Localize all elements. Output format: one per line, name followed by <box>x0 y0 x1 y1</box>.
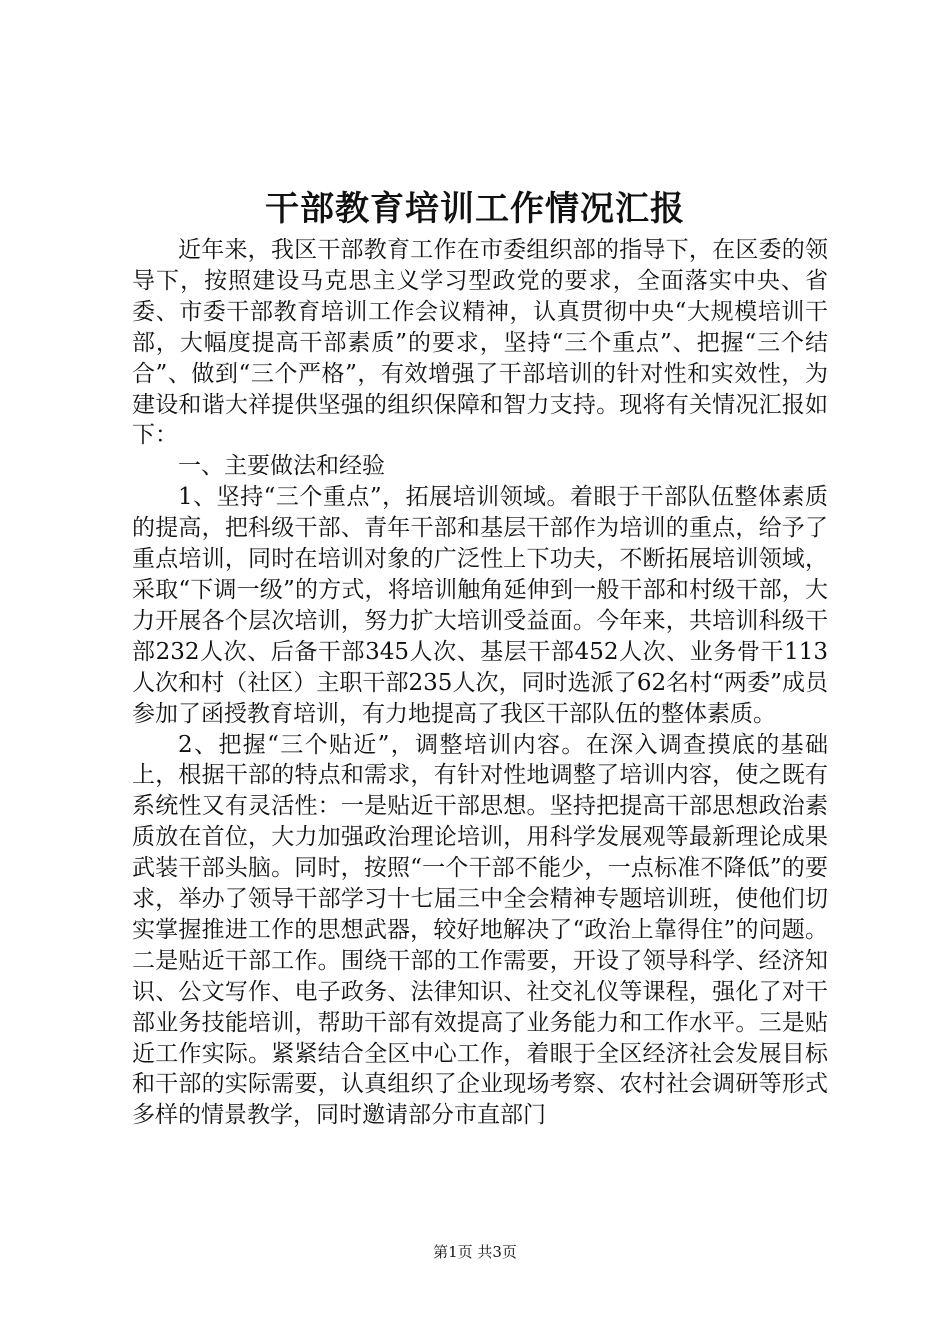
paragraph-point-1: 1、坚持“三个重点”，拓展培训领域。着眼于干部队伍整体素质的提高，把科级干部、青年干部和基层干部作为培训的重点，给予了重点培训，同时在培训对象的广泛性上下功夫，不断拓展培训领域，采取“下调一级”的方式，将培训触角延伸到一般干部和村级干部，大力开展各个层次培训，努力扩大培训受益面。今年来，共培训科级干部232人次、后备干部345人次、基层干部452人次、业务骨干113人次和村（社区）主职干部235人次，同时选派了62名村“两委”成员参加了函授教育培训，有力地提高了我区干部队伍的整体素质。 <box>132 484 828 727</box>
paragraph-point-2: 2、把握“三个贴近”，调整培训内容。在深入调查摸底的基础上，根据干部的特点和需求，有针对性地调整了培训内容，使之既有系统性又有灵活性：一是贴近干部思想。坚持把提高干部思想政治素质放在首位，大力加强政治理论培训，用科学发展观等最新理论成果武装干部头脑。同时，按照“一个干部不能少，一点标准不降低”的要求，举办了领导干部学习十七届三中全会精神专题培训班，使他们切实掌握推进工作的思想武器，较好地解决了“政治上靠得住”的问题。二是贴近干部工作。围绕干部的工作需要，开设了领导科学、经济知识、公文写作、电子政务、法律知识、社交礼仪等课程，强化了对干部业务技能培训，帮助干部有效提高了业务能力和工作水平。三是贴近工作实际。紧紧结合全区中心工作，着眼于全区经济社会发展目标和干部的实际需要，认真组织了企业现场考察、农村社会调研等形式多样的情景教学，同时邀请部分市直部门 <box>132 731 828 1129</box>
section-heading-main-practices: 一、主要做法和经验 <box>178 453 385 480</box>
document-title: 干部教育培训工作情况汇报 <box>265 189 685 229</box>
page-footer: 第1页 共3页 <box>433 1243 517 1261</box>
document-body <box>132 235 828 1131</box>
paragraph-intro: 近年来，我区干部教育工作在市委组织部的指导下，在区委的领导下，按照建设马克思主义学习型政党的要求，全面落实中央、省委、市委干部教育培训工作会议精神，认真贯彻中央“大规模培训干部，大幅度提高干部素质”的要求，坚持“三个重点”、把握“三个结合”、做到“三个严格”，有效增强了干部培训的针对性和实效性，为建设和谐大祥提供坚强的组织保障和智力支持。现将有关情况汇报如下： <box>132 237 828 449</box>
